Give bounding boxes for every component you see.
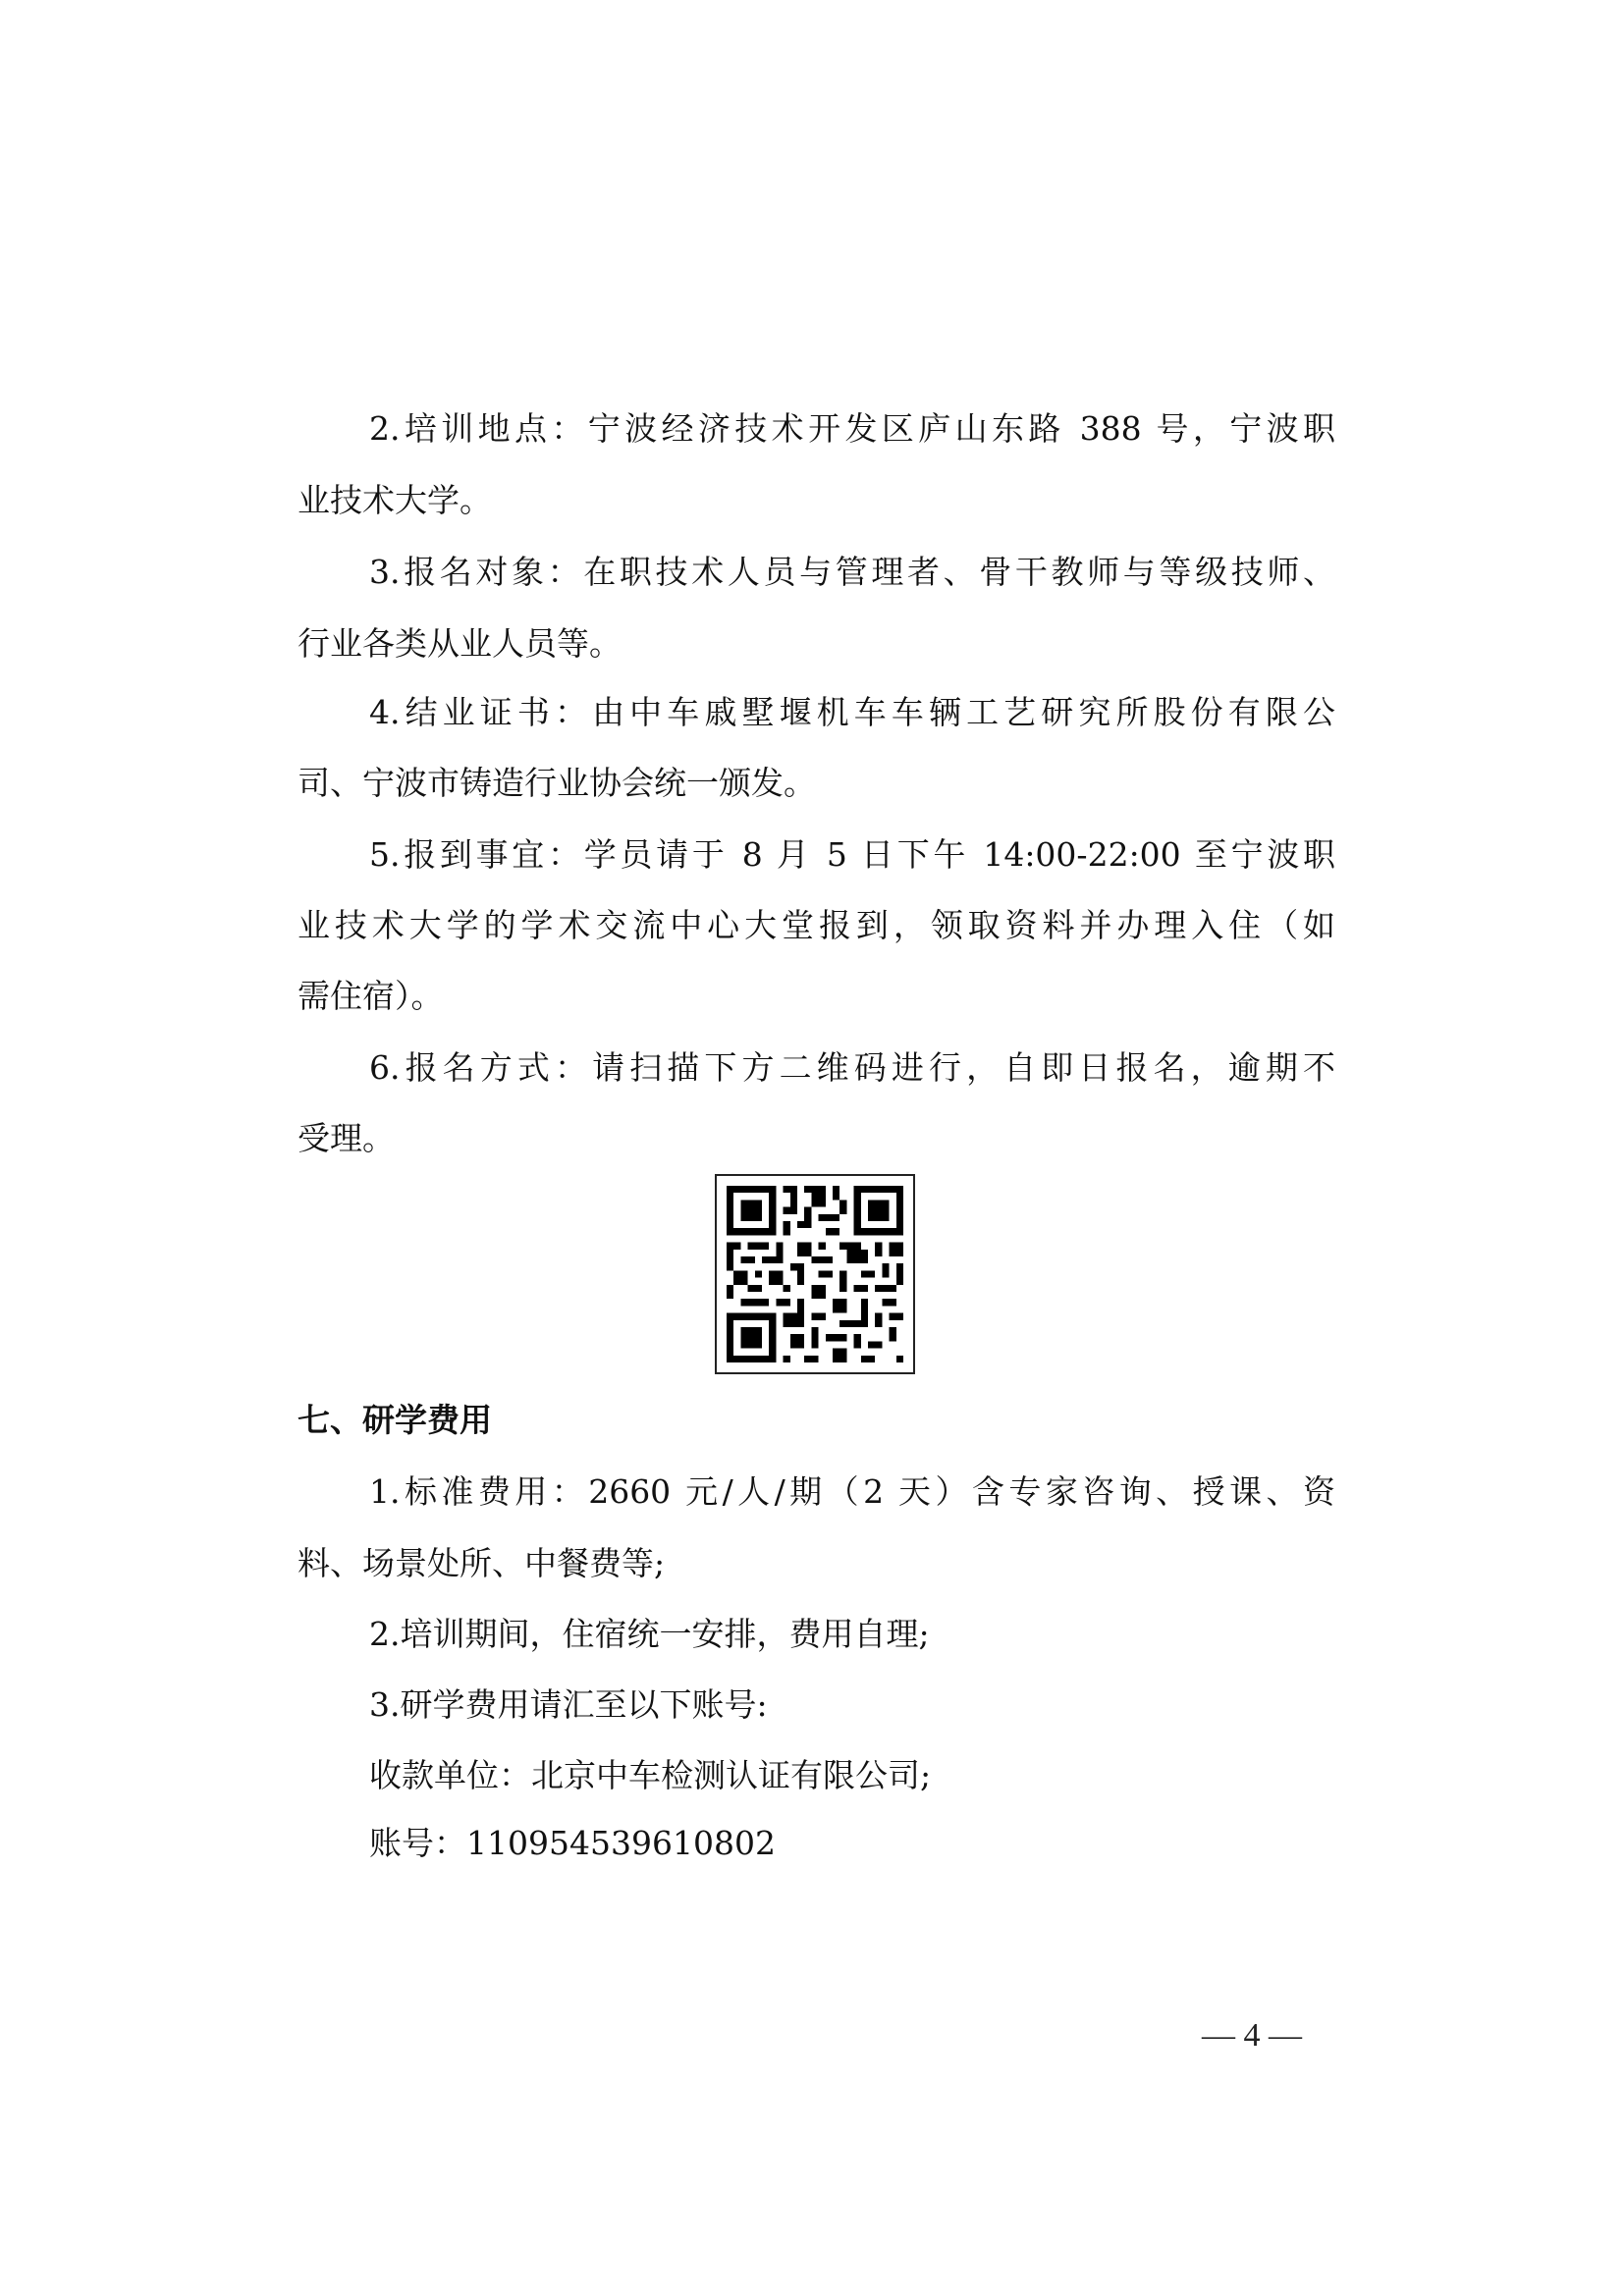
item-6-registration-method: 6.报名方式：请扫描下方二维码进行，自即日报名，逾期不 [369, 1048, 1335, 1087]
fee-item-2-accommodation: 2.培训期间，住宿统一安排，费用自理; [369, 1615, 930, 1653]
item-5-check-in-cont: 业技术大学的学术交流中心大堂报到，领取资料并办理入住（如 [298, 906, 1335, 944]
fee-item-1-standard-fee: 1.标准费用：2660 元/人/期（2 天）含专家咨询、授课、资 [369, 1472, 1335, 1511]
section-7-heading: 七、研学费用 [298, 1401, 492, 1439]
item-3-target-audience-cont: 行业各类从业人员等。 [298, 624, 622, 663]
item-2-training-location-cont: 业技术大学。 [298, 481, 492, 519]
item-5-check-in-cont2: 需住宿）。 [298, 977, 444, 1015]
account-number: 账号：110954539610802 [369, 1824, 776, 1862]
item-2-training-location: 2.培训地点：宁波经济技术开发区庐山东路 388 号，宁波职 [369, 409, 1335, 448]
registration-qr-code[interactable] [715, 1174, 915, 1374]
item-5-check-in: 5.报到事宜：学员请于 8 月 5 日下午 14:00-22:00 至宁波职 [369, 835, 1335, 874]
item-4-certificate: 4.结业证书：由中车戚墅堰机车车辆工艺研究所股份有限公 [369, 693, 1335, 731]
fee-item-1-standard-fee-cont: 料、场景处所、中餐费等; [298, 1544, 666, 1582]
payee-company: 收款单位：北京中车检测认证有限公司; [369, 1756, 932, 1794]
fee-item-3-remittance: 3.研学费用请汇至以下账号: [369, 1685, 768, 1724]
page-number: — 4 — [1202, 2017, 1302, 2054]
item-3-target-audience: 3.报名对象：在职技术人员与管理者、骨干教师与等级技师、 [369, 553, 1335, 591]
qr-code-icon [727, 1186, 903, 1362]
item-6-registration-method-cont: 受理。 [298, 1119, 395, 1157]
item-4-certificate-cont: 司、宁波市铸造行业协会统一颁发。 [298, 764, 816, 802]
